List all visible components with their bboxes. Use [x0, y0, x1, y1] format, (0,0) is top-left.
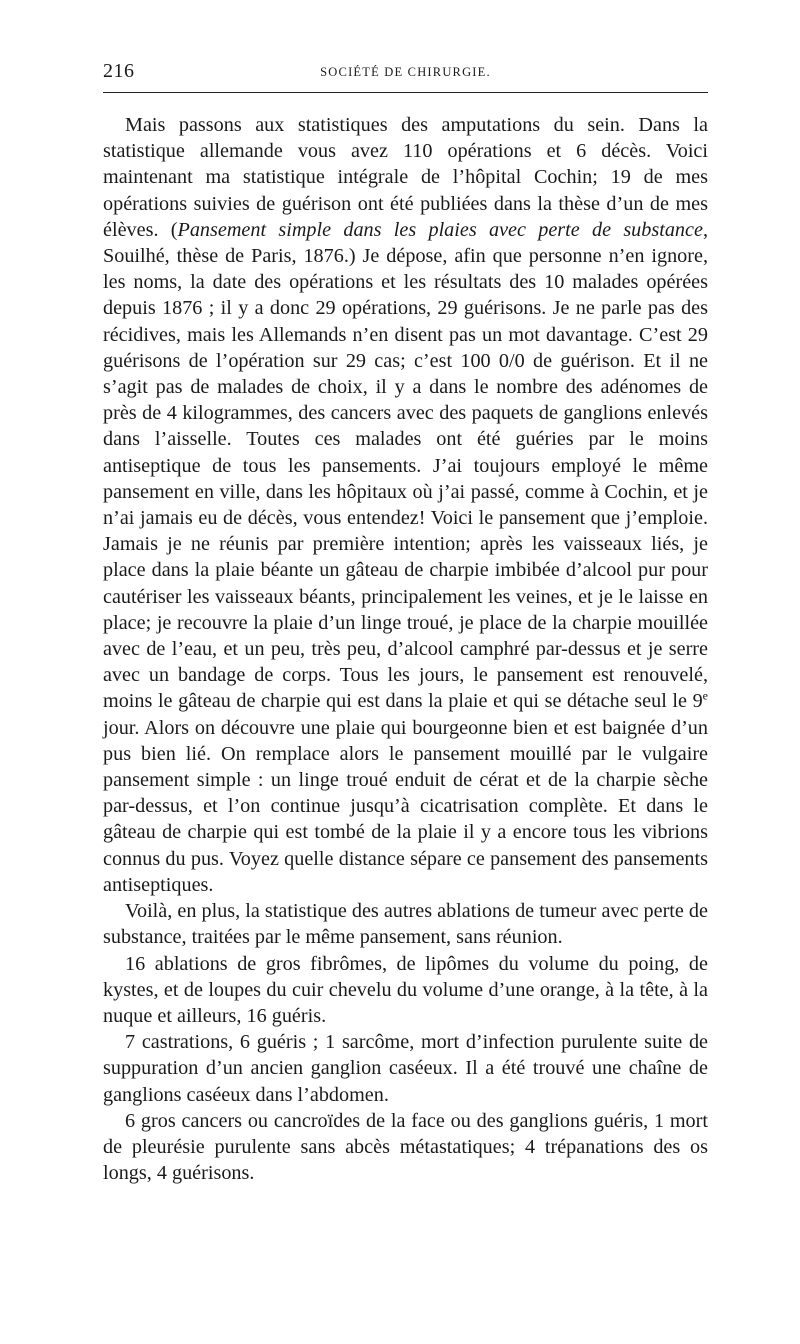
paragraph-fibromes: 16 ablations de gros fibrômes, de lipômes du volume du poing, de kystes, et de loupes du cuir chevelu du volume d’une orange, à la tête, à la nuque et ailleurs, 16 guéris.: [103, 952, 708, 1027]
paragraph-cancers: 6 gros cancers ou cancroïdes de la face ou des ganglions guéris, 1 mort de pleurésie purulente sans abcès métastatiques; 4 trépanations des os longs, 4 guérisons.: [103, 1109, 708, 1185]
ordinal-superscript: e: [702, 688, 708, 703]
paragraph-amputations-part-3: jour. Alors on découvre une plaie qui bourgeonne bien et est baignée d’un pus bien lié. On remplace alors le pansement mouillé par le vulgaire pansement simple : un linge troué enduit de cérat et de la charpie sèche par-dessus, et l’on continue jusqu’à cicatrisation complète. Et dans le gâteau de charpie qui est tombé de la plaie il y a encore tous les vibrions connus du pus. Voyez quelle distance sépare ce pansement des pansements antiseptiques.: [103, 716, 708, 896]
page-header: [103, 60, 708, 88]
running-title: SOCIÉTÉ DE CHIRURGIE.: [320, 65, 491, 79]
body-text: [103, 112, 708, 1186]
thesis-title: Pansement simple dans les plaies avec perte de substance: [177, 218, 703, 241]
header-rule: [103, 92, 708, 93]
paragraph-amputations-part-2: , Souilhé, thèse de Paris, 1876.) Je dépose, afin que personne n’en ignore, les noms, la date des opérations et les résultats des 10 malades opérées depuis 1876 ; il y a donc 29 opérations, 29 guérisons. Je ne parle pas des récidives, mais les Allemands n’en disent pas un mot davantage. C’est 29 guérisons de l’opération sur 29 cas; c’est 100 0/0 de guérison. Et il ne s’agit pas de malades de choix, il y a dans le nombre des adénomes de près de 4 kilogrammes, des cancers avec des paquets de ganglions enlevés dans l’aisselle. Toutes ces malades ont été guéries par le moins antiseptique de tous les pansements. J’ai toujours employé le même pansement en ville, dans les hôpitaux où j’ai passé, comme à Cochin, et je n’ai jamais eu de décès, vous entendez! Voici le pansement que j’emploie. Jamais je ne réunis par première intention; après les vaisseaux liés, je place dans la plaie béante un gâteau de charpie imbibée d’alcool pur pour cautériser les vaisseaux béants, principalement les veines, et je le laisse en place; je recouvre la plaie d’un linge troué, je place de la charpie mouillée avec de l’eau, et un peu, très peu, d’alcool camphré par-dessus et je serre avec un bandage de corps. Tous les jours, le pansement est renouvelé, moins le gâteau de charpie qui est dans la plaie et qui se détache seul le 9: [103, 218, 708, 713]
paragraph-castrations: 7 castrations, 6 guéris ; 1 sarcôme, mort d’infection purulente suite de suppuration d’un ancien ganglion caséeux. Il a été trouvé une chaîne de ganglions caséeux dans l’abdomen.: [103, 1031, 708, 1106]
paragraph-amputations-part-1: Mais passons aux statistiques des amputations du sein. Dans la statistique allemande vous avez 110 opérations et 6 décès. Voici maintenant ma statistique intégrale de l’hôpital Cochin; 19 de mes opérations suivies de guérison ont été publiées dans la thèse d’un de mes élèves. (: [103, 114, 708, 241]
paragraph-other-ablations: Voilà, en plus, la statistique des autres ablations de tumeur avec perte de substance, traitées par le même pansement, sans réunion.: [103, 900, 708, 949]
paragraph-amputations: [103, 112, 708, 898]
page-number: 216: [103, 60, 135, 82]
